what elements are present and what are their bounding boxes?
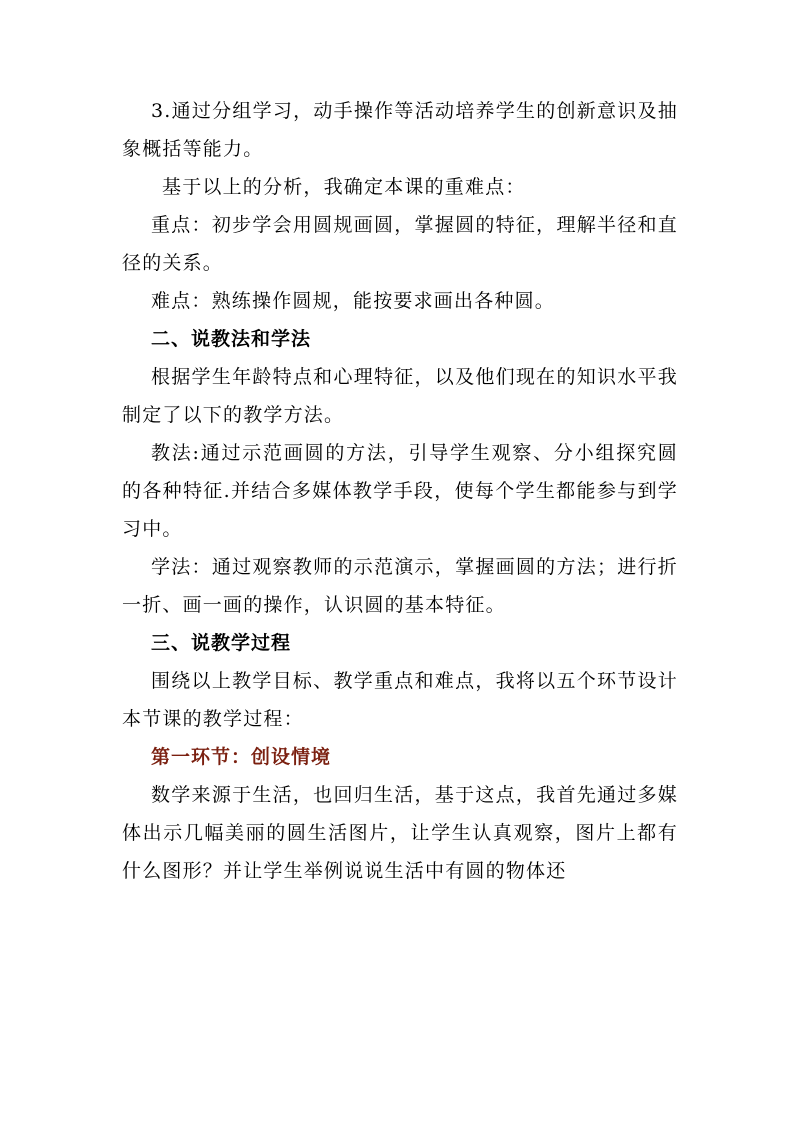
paragraph-objective-3: 3.通过分组学习，动手操作等活动培养学生的创新意识及抽象概括等能力。 [122, 100, 678, 160]
paragraph-key-point: 重点：初步学会用圆规画圆，掌握圆的特征，理解半径和直径的关系。 [122, 214, 678, 274]
paragraph-learning-method: 学法：通过观察教师的示范演示，掌握画圆的方法；进行折一折、画一画的操作，认识圆的基本特征。 [122, 556, 678, 616]
paragraph-step-1: 数学来源于生活，也回归生活，基于这点，我首先通过多媒体出示几幅美丽的圆生活图片，让学生认真观察，图片上都有什么图形？并让学生举例说说生活中有圆的物体还 [122, 784, 678, 882]
paragraph-difficulty: 难点：熟练操作圆规，能按要求画出各种圆。 [151, 290, 556, 312]
section-heading-process: 三、说教学过程 [151, 632, 292, 654]
document-body [122, 92, 678, 890]
paragraph-teaching-method: 教法:通过示范画圆的方法，引导学生观察、分小组探究圆的各种特征.并结合多媒体教学手段，使每个学生都能参与到学习中。 [122, 442, 678, 540]
section-heading-methods: 二、说教法和学法 [151, 328, 312, 350]
paragraph-process-intro: 围绕以上教学目标、教学重点和难点，我将以五个环节设计本节课的教学过程： [122, 670, 678, 730]
paragraph-analysis: 基于以上的分析，我确定本课的重难点： [162, 176, 526, 198]
subheading-step-1: 第一环节：创设情境 [151, 746, 332, 768]
paragraph-methods-intro: 根据学生年龄特点和心理特征，以及他们现在的知识水平我制定了以下的教学方法。 [122, 366, 678, 426]
